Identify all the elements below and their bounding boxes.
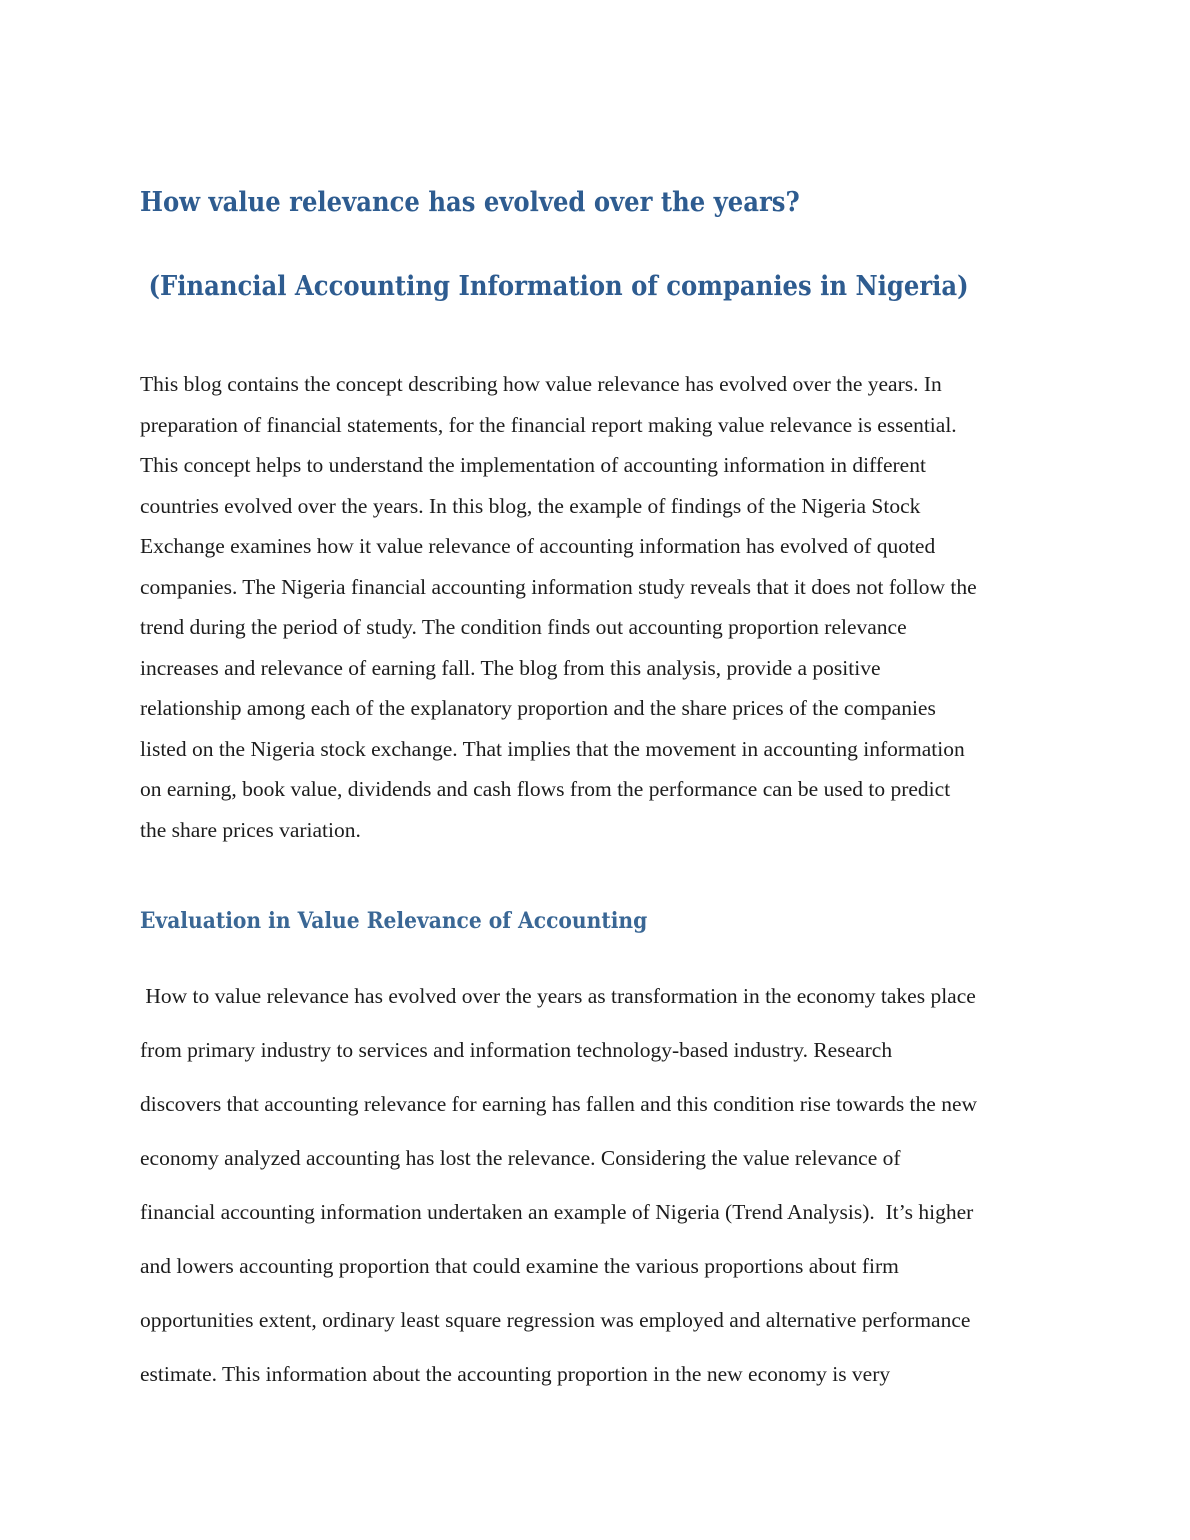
text-line: Exchange examines how it value relevance of accounting information has evolved of quoted (140, 534, 936, 558)
text-line: opportunities extent, ordinary least square regression was employed and alternative performance (140, 1308, 971, 1332)
text-line: and lowers accounting proportion that could examine the various proportions about firm (140, 1254, 899, 1278)
text-line: financial accounting information undertaken an example of Nigeria (Trend Analysis). It’s higher (140, 1200, 974, 1224)
text-line: on earning, book value, dividends and cash flows from the performance can be used to predict (140, 777, 951, 801)
paragraph-intro (140, 364, 1060, 850)
text-line: listed on the Nigeria stock exchange. That implies that the movement in accounting information (140, 736, 965, 761)
paragraph-evaluation (140, 969, 1060, 1401)
text-line: estimate. This information about the accounting proportion in the new economy is very (140, 1362, 891, 1386)
document-title: How value relevance has evolved over the years? (140, 187, 800, 218)
text-line: discovers that accounting relevance for earning has fallen and this condition rise towards the new (140, 1092, 978, 1116)
text-line: the share prices variation. (140, 817, 361, 842)
text-line: from primary industry to services and information technology-based industry. Research (140, 1038, 893, 1062)
text-line: This blog contains the concept describing how value relevance has evolved over the years. In (140, 372, 942, 396)
text-line: companies. The Nigeria financial accounting information study reveals that it does not follow the (140, 574, 977, 599)
text-line: economy analyzed accounting has lost the relevance. Considering the value relevance of (140, 1146, 901, 1170)
text-line: increases and relevance of earning fall. The blog from this analysis, provide a positive (140, 655, 881, 680)
text-line: This concept helps to understand the implementation of accounting information in different (140, 453, 926, 477)
text-line: How to value relevance has evolved over the years as transformation in the economy takes place (140, 984, 976, 1008)
section-heading-evaluation: Evaluation in Value Relevance of Accounting (140, 908, 648, 934)
document-subtitle: (Financial Accounting Information of companies in Nigeria) (140, 271, 969, 302)
text-line: trend during the period of study. The condition finds out accounting proportion relevance (140, 615, 907, 639)
text-line: relationship among each of the explanatory proportion and the share prices of the companies (140, 696, 936, 720)
text-line: countries evolved over the years. In this blog, the example of findings of the Nigeria Stock (140, 493, 921, 518)
text-line: preparation of financial statements, for the financial report making value relevance is essential. (140, 412, 957, 437)
